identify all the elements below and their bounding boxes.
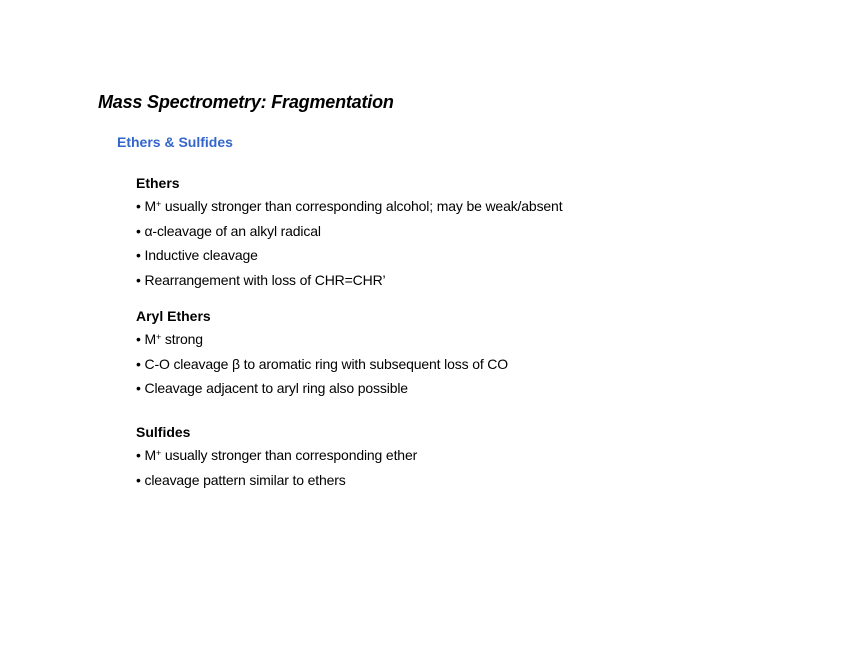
bullet-item: • M+ usually stronger than corresponding alcohol; may be weak/absent	[136, 198, 563, 214]
bullet-item: • Inductive cleavage	[136, 247, 258, 264]
section-aryl-ethers	[136, 305, 508, 401]
bullet-item: • C-O cleavage β to aromatic ring with subsequent loss of CO	[136, 355, 509, 372]
bullet-item: • cleavage pattern similar to ethers	[136, 471, 346, 488]
section-ethers	[136, 172, 562, 292]
section-sulfides	[136, 421, 417, 492]
slide-subtitle: Ethers & Sulfides	[117, 134, 233, 150]
bullet-item: • Cleavage adjacent to aryl ring also possible	[136, 380, 408, 397]
bullet-item: • M+ usually stronger than corresponding ether	[136, 447, 418, 463]
bullet-item: • M+ strong	[136, 331, 203, 347]
section-heading: Ethers	[136, 175, 180, 191]
slide-title: Mass Spectrometry: Fragmentation	[98, 92, 394, 112]
bullet-item: • Rearrangement with loss of CHR=CHR’	[136, 271, 386, 288]
bullet-item: • α-cleavage of an alkyl radical	[136, 222, 321, 239]
section-heading: Sulfides	[136, 424, 191, 440]
section-heading: Aryl Ethers	[136, 308, 211, 324]
